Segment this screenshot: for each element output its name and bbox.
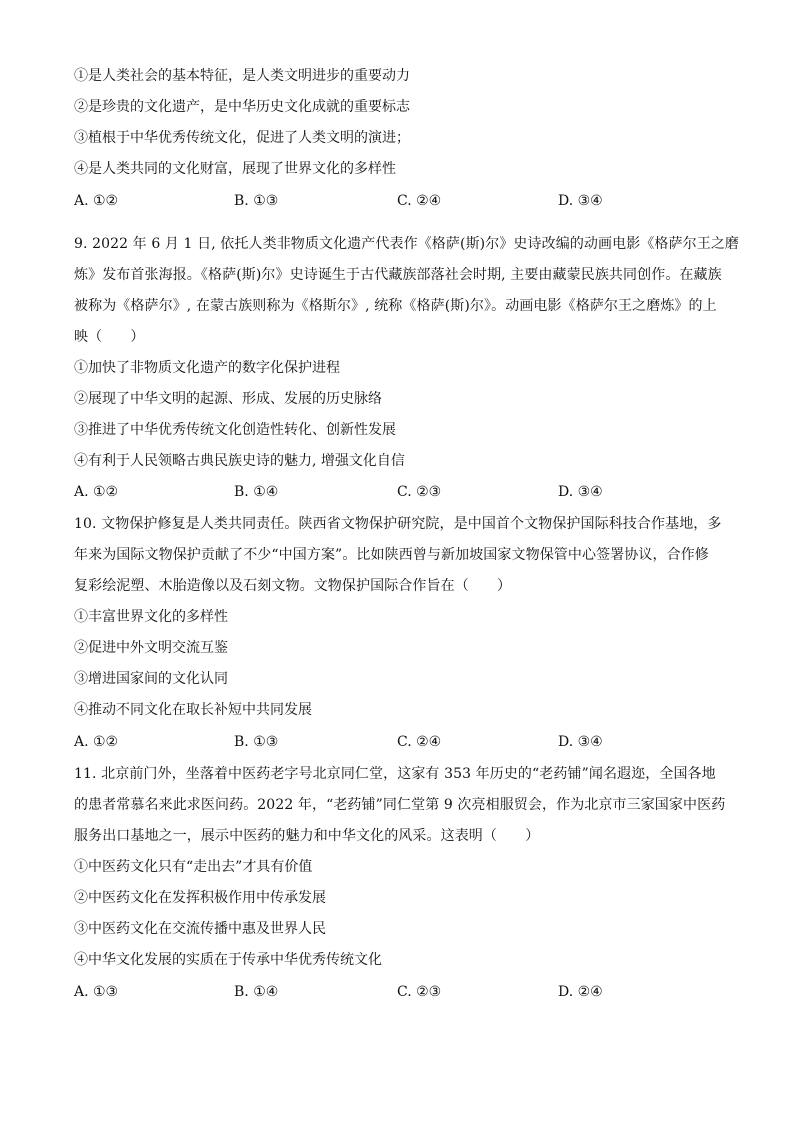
q9-stem-line-4: 映（ ） xyxy=(74,329,145,345)
q9-item-1: ①加快了非物质文化遗产的数字化保护进程 xyxy=(74,360,340,376)
q10-item-3: ③增进国家间的文化认同 xyxy=(74,671,228,687)
q9-option-d[interactable]: D. ③④ xyxy=(558,484,603,500)
q9-stem-line-1: 9. 2022 年 6 月 1 日, 依托人类非物质文化遗产代表作《格萨(斯)尔》史诗改编的动画电影《格萨尔王之磨 xyxy=(74,236,740,252)
q8-option-c[interactable]: C. ②④ xyxy=(397,193,442,209)
q9-stem-line-2: 炼》发布首张海报。《格萨(斯)尔》史诗诞生于古代藏族部落社会时期, 主要由藏蒙民族共同创作。在藏族 xyxy=(74,267,722,283)
q9-item-2: ②展现了中华文明的起源、形成、发展的历史脉络 xyxy=(74,391,382,407)
q11-option-a[interactable]: A. ①③ xyxy=(74,984,119,1000)
q11-option-b[interactable]: B. ①④ xyxy=(234,984,279,1000)
q11-stem-line-3: 服务出口基地之一，展示中医药的魅力和中华文化的风采。这表明（ ） xyxy=(74,828,540,844)
q8-item-1: ①是人类社会的基本特征，是人类文明进步的重要动力 xyxy=(74,68,410,84)
q10-option-a[interactable]: A. ①② xyxy=(74,734,119,750)
q8-option-b[interactable]: B. ①③ xyxy=(234,193,279,209)
q10-stem-line-3: 复彩绘泥塑、木胎造像以及石刻文物。文物保护国际合作旨在（ ） xyxy=(74,578,512,594)
q11-options xyxy=(74,982,724,1002)
q10-option-b[interactable]: B. ①③ xyxy=(234,734,279,750)
q8-options xyxy=(74,191,724,211)
q9-stem-line-3: 被称为《格萨尔》, 在蒙古族则称为《格斯尔》, 统称《格萨(斯)尔》。动画电影《格萨尔王之磨炼》的上 xyxy=(74,298,717,314)
q8-item-2: ②是珍贵的文化遗产，是中华历史文化成就的重要标志 xyxy=(74,99,410,115)
q10-item-4: ④推动不同文化在取长补短中共同发展 xyxy=(74,702,312,718)
q9-option-c[interactable]: C. ②③ xyxy=(397,484,442,500)
q11-item-1: ①中医药文化只有“走出去”才具有价值 xyxy=(74,859,313,875)
q11-item-2: ②中医药文化在发挥积极作用中传承发展 xyxy=(74,890,326,906)
q11-item-3: ③中医药文化在交流传播中惠及世界人民 xyxy=(74,921,326,937)
q8-item-4: ④是人类共同的文化财富，展现了世界文化的多样性 xyxy=(74,161,396,177)
q8-item-3: ③植根于中华优秀传统文化，促进了人类文明的演进； xyxy=(74,130,410,146)
q9-item-3: ③推进了中华优秀传统文化创造性转化、创新性发展 xyxy=(74,422,396,438)
q9-options xyxy=(74,482,724,502)
q8-option-d[interactable]: D. ③④ xyxy=(558,193,603,209)
q11-option-d[interactable]: D. ②④ xyxy=(558,984,603,1000)
q10-item-2: ②促进中外文明交流互鉴 xyxy=(74,640,228,656)
q10-option-d[interactable]: D. ③④ xyxy=(558,734,603,750)
q8-option-a[interactable]: A. ①② xyxy=(74,193,119,209)
q11-item-4: ④中华文化发展的实质在于传承中华优秀传统文化 xyxy=(74,952,382,968)
q10-options xyxy=(74,732,724,752)
q10-stem-line-2: 年来为国际文物保护贡献了不少“中国方案”。比如陕西曾与新加坡国家文物保管中心签署协议，合作修 xyxy=(74,547,709,563)
q10-option-c[interactable]: C. ②④ xyxy=(397,734,442,750)
q10-stem-line-1: 10. 文物保护修复是人类共同责任。陕西省文物保护研究院，是中国首个文物保护国际科技合作基地，多 xyxy=(74,516,722,532)
q9-item-4: ④有利于人民领略古典民族史诗的魅力, 增强文化自信 xyxy=(74,453,405,469)
q9-option-b[interactable]: B. ①④ xyxy=(234,484,279,500)
q11-stem-line-1: 11. 北京前门外，坐落着中医药老字号北京同仁堂，这家有 353 年历史的“老药铺”闻名遐迩，全国各地 xyxy=(74,766,716,782)
q11-stem-line-2: 的患者常慕名来此求医问药。2022 年，“老药铺”同仁堂第 9 次亮相服贸会，作为北京市三家国家中医药 xyxy=(74,797,726,813)
q11-option-c[interactable]: C. ②③ xyxy=(397,984,442,1000)
q9-option-a[interactable]: A. ①② xyxy=(74,484,119,500)
q10-item-1: ①丰富世界文化的多样性 xyxy=(74,609,228,625)
